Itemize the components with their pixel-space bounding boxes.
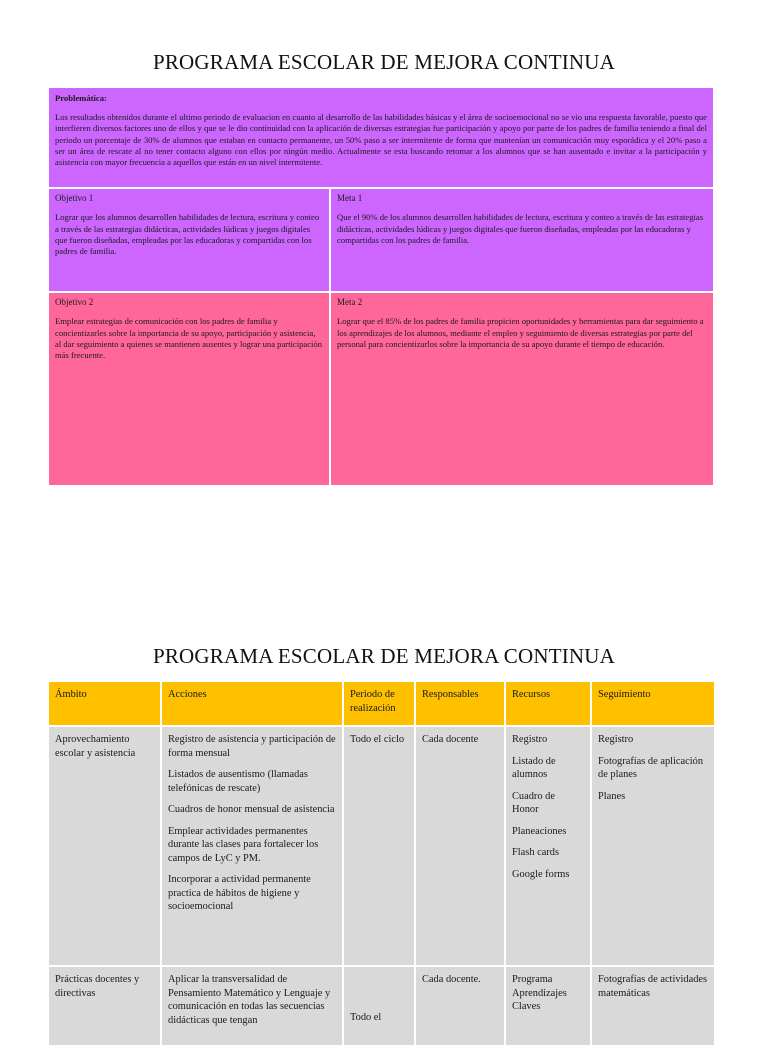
list-item: Flash cards xyxy=(512,847,560,858)
responsables-cell: Cada docente xyxy=(415,726,505,966)
problem-label: Problemática: xyxy=(55,93,107,103)
list-item: Registro xyxy=(598,734,634,745)
meta-cell xyxy=(330,292,714,486)
objective-cell xyxy=(48,292,330,486)
list-item: Registro de asistencia y participación de forma mensual xyxy=(168,734,336,759)
page-title: PROGRAMA ESCOLAR DE MEJORA CONTINUA xyxy=(152,644,616,668)
seguimiento-cell xyxy=(591,726,715,966)
periodo-cell: Todo el ciclo xyxy=(343,726,415,966)
recursos-cell xyxy=(505,726,591,966)
meta-text: Que el 90% de los alumnos desarrollen habilidades de lectura, escritura y conteo a través de las estrategias didácticas, actividades lúdicas y juegos digitales que fueron diseñadas, empleadas por las educadoras y compartidas con los padres de familia. xyxy=(337,212,704,245)
problem-objectives-table xyxy=(48,87,714,486)
objective-text: Emplear estrategias de comunicación con los padres de familia y concientizarles sobre la importancia de su apoyo, participación y asistencia, al dar seguimiento a quienes se mantienen ausentes y lograr una participación más frecuente. xyxy=(55,316,323,361)
list-item: Incorporar a actividad permanente practica de hábitos de higiene y socioemocional xyxy=(168,874,311,912)
column-header: Acciones xyxy=(161,681,343,726)
periodo-text: Todo el xyxy=(350,1012,382,1023)
page-title: PROGRAMA ESCOLAR DE MEJORA CONTINUA xyxy=(152,50,616,74)
objective-label: Objetivo 1 xyxy=(55,193,94,203)
seguimiento-cell: Fotografías de actividades matemáticas xyxy=(591,966,715,1046)
actions-table xyxy=(48,681,715,1046)
list-item: Planeaciones xyxy=(512,825,567,837)
list-item: Google forms xyxy=(512,868,570,880)
column-header: Responsables xyxy=(415,681,505,726)
objective-label: Objetivo 2 xyxy=(55,297,94,307)
list-item: Listados de ausentismo (llamadas telefónicas de rescate) xyxy=(168,769,308,794)
meta-label: Meta 1 xyxy=(337,193,363,203)
list-item: Listado de alumnos xyxy=(512,755,556,780)
column-header: Seguimiento xyxy=(591,681,715,726)
list-item: Planes xyxy=(598,790,626,802)
ambito-cell: Prácticas docentes y directivas xyxy=(48,966,161,1046)
column-header: Periodo de realización xyxy=(343,681,415,726)
objective-text: Lograr que los alumnos desarrollen habilidades de lectura, escritura y conteo a través de las estrategias didácticas, actividades lúdicas y juegos digitales que fueron diseñadas, empleadas por las educadoras y compartidas con los padres de familia. xyxy=(55,212,320,257)
problem-text: Los resultados obtenidos durante el ultimo periodo de evaluacion en cuanto al desarrollo de las habilidades básicas y el área de socioemocional no se vio una respuesta favorable, puesto que interfieren diversos factores uno de ellos y que se le dio continuidad con la aplicación de diversas estrategias fue participación y apoyo por parte de los padres de familia teniendo a final del periodo un porcentaje de 30% de alumnos que estaban en contacto permanente, un 50% paso a ser intermitente de forma que mantenían un comunicación muy esporádica y el 20% paso a ser un área de rescate al no tener contacto alguno con ellos por ningún medio. Actualmente se esta buscando retomar a los alumnos que se han ausentado e invitar a la participación y asistencia con mayor frecuencia a aquellos que están en un nivel intermitente. xyxy=(55,112,707,168)
meta-text: Lograr que el 85% de los padres de familia propicien oportunidades y herramientas para dar seguimiento a los aprendizajes de los alumnos, mediante el empleo y seguimiento de diversas estrategias por parte del personal para concientizarlos sobre la importancia de su apoyo durante el tiempo de educación. xyxy=(337,316,704,349)
objective-row-1 xyxy=(48,188,714,292)
ambito-cell: Aprovechamiento escolar y asistencia xyxy=(48,726,161,966)
recursos-cell: Programa Aprendizajes Claves xyxy=(505,966,591,1046)
responsables-cell: Cada docente. xyxy=(415,966,505,1046)
meta-label: Meta 2 xyxy=(337,297,363,307)
list-item: Cuadros de honor mensual de asistencia xyxy=(168,804,335,815)
acciones-cell xyxy=(161,726,343,966)
column-header: Ámbito xyxy=(48,681,161,726)
column-header: Recursos xyxy=(505,681,591,726)
list-item: Registro xyxy=(512,734,548,745)
objective-row-2 xyxy=(48,292,714,486)
problem-cell xyxy=(48,87,714,188)
meta-cell xyxy=(330,188,714,292)
list-item: Emplear actividades permanentes durante las clases para fortalecer los campos de LyC y PM. xyxy=(168,825,319,864)
objective-cell xyxy=(48,188,330,292)
periodo-cell xyxy=(343,966,415,1046)
table-row xyxy=(48,966,715,1046)
table-header-row xyxy=(48,681,715,726)
table-row xyxy=(48,726,715,966)
acciones-cell: Aplicar la transversalidad de Pensamiento Matemático y Lenguaje y comunicación en todas las secuencias didácticas que tengan xyxy=(161,966,343,1046)
list-item: Fotografías de aplicación de planes xyxy=(598,755,704,780)
list-item: Cuadro de Honor xyxy=(512,790,555,815)
